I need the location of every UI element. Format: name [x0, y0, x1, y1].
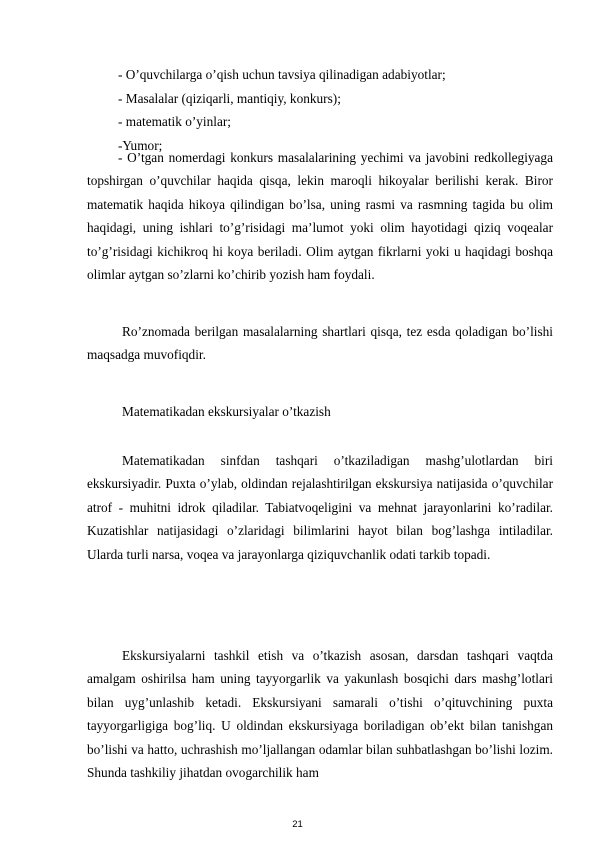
paragraph-excursions-intro: Matematikadan sinfdan tashqari o’tkaziladigan mashg’ulotlardan biri ekskursiyadir. Puxta o’ylab, oldindan rejalashtirilgan ekskursiya natijasida o’quvchilar atrof - muhitni idrok qiladilar. Tabiatvoqeligini va mehnat jarayonlarini ko’radilar. Kuzatishlar natijasidagi o’zlaridagi bilimlarini hayot bilan bog’lashga intiladilar. Ularda turli narsa, voqea va jarayonlarga qiziquvchanlik odati tarkib topadi.	[87, 453, 553, 562]
list-item-games: - matematik o’yinlar;	[118, 114, 231, 129]
section-heading: Matematikadan ekskursiyalar o’tkazish	[122, 404, 331, 419]
page-number: 21	[292, 819, 303, 830]
list-item-problems: - Masalalar (qiziqarli, mantiqiy, konkurs);	[118, 91, 341, 106]
paragraph-excursions-organization: Ekskursiyalarni tashkil etish va o’tkazish asosan, darsdan tashqari vaqtda amalgam oshirilsa ham uning tayyorgarlik va yakunlash bosqichi dars mashg’lotlari bilan uyg’unlashib ketadi. Ekskursiyani samarali o’tishi o’qituvchining puxta tayyorgarligiga bog’liq. U oldindan ekskursiyaga boriladigan ob’ekt bilan tanishgan bo’lishi va hatto, uchrashish mo’ljallangan odamlar bilan suhbatlashgan bo’lishi lozim. Shunda tashkiliy jihatdan ovogarchilik ham	[87, 648, 553, 781]
paragraph-newspaper-problems: Ro’znomada berilgan masalalarning shartlari qisqa, tez esda qoladigan bo’lishi maqsadga muvofiqdir.	[87, 324, 553, 363]
list-item-humor: -Yumor;	[118, 138, 163, 153]
paragraph-contest-solutions: - O’tgan nomerdagi konkurs masalalarining yechimi va javobini redkollegiyaga topshirgan o’quvchilar haqida qisqa, lekin maroqli hikoyalar berilishi kerak. Biror matematik haqida hikoya qilindigan bo’lsa, uning rasmi va rasmning tagida bu olim haqidagi, uning ishlari to’g’risidagi ma’lumot yoki olim hayotidagi qiziq voqealar to’g’risidagi kichikroq hi koya beriladi. Olim aytgan fikrlarni yoki u haqidagi boshqa olimlar aytgan so’zlarni ko’chirib yozish ham foydali.	[87, 150, 553, 283]
list-item-literature: - O’quvchilarga o’qish uchun tavsiya qilinadigan adabiyotlar;	[118, 67, 446, 82]
